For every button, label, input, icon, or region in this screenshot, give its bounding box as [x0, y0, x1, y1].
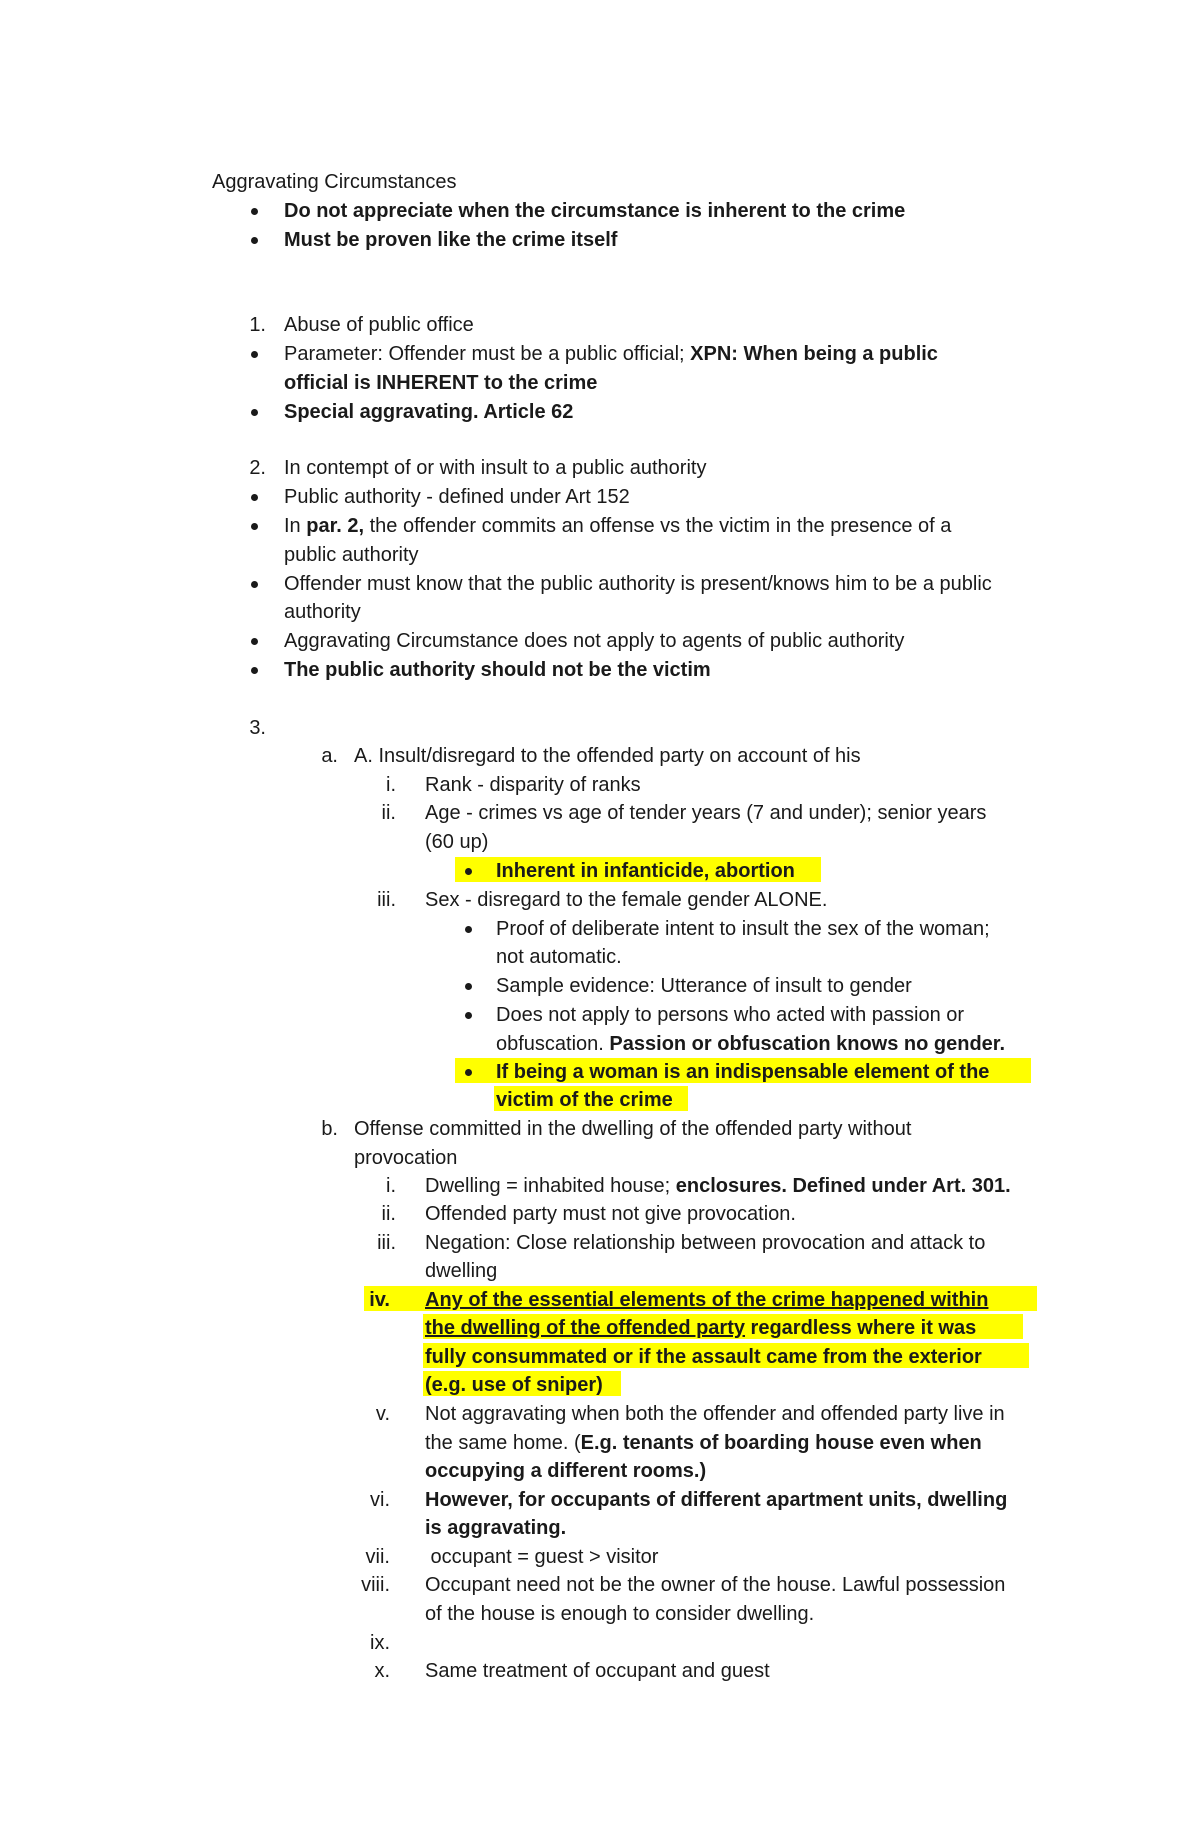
- item-b-viii-text: Occupant need not be the owner of the house. Lawful possession: [425, 1574, 1006, 1596]
- bullet-dot: [465, 868, 472, 875]
- item-b-i-label: i.: [386, 1175, 396, 1197]
- item-a-iii-text: Sex - disregard to the female gender ALONE.: [425, 889, 828, 911]
- item-b-vi-label: vi.: [370, 1489, 390, 1511]
- bullet-dot: [251, 409, 258, 416]
- section-2-bullet-1: Public authority - defined under Art 152: [284, 486, 630, 508]
- item-b-iv-text-cont-3: (e.g. use of sniper): [425, 1374, 603, 1396]
- item-a-iii-bullet-4-cont: victim of the crime: [496, 1089, 673, 1111]
- item-b-i-text: Dwelling = inhabited house; enclosures. Defined under Art. 301.: [425, 1175, 1011, 1197]
- bullet-dot: [465, 926, 472, 933]
- item-b-text: Offense committed in the dwelling of the offended party without: [354, 1118, 912, 1140]
- section-3-number: 3.: [249, 717, 266, 739]
- intro-bullet-1: Do not appreciate when the circumstance is inherent to the crime: [284, 200, 906, 222]
- item-a-ii-bullet: Inherent in infanticide, abortion: [496, 860, 795, 882]
- item-b-iii-text-cont: dwelling: [425, 1260, 498, 1282]
- item-b-iv-text-cont-2: fully consummated or if the assault came from the exterior: [425, 1346, 982, 1368]
- item-a-i-label: i.: [386, 774, 396, 796]
- section-2-heading: In contempt of or with insult to a public authority: [284, 457, 707, 479]
- page-title: Aggravating Circumstances: [212, 171, 457, 193]
- item-a-iii-bullet-2: Sample evidence: Utterance of insult to gender: [496, 975, 912, 997]
- bullet-dot: [251, 667, 258, 674]
- item-b-v-text-cont: the same home. (E.g. tenants of boarding house even when: [425, 1432, 982, 1454]
- item-a-ii-text-cont: (60 up): [425, 831, 489, 853]
- bullet-dot: [251, 638, 258, 645]
- item-b-iii-label: iii.: [377, 1232, 396, 1254]
- item-a-ii-label: ii.: [381, 802, 396, 824]
- item-b-vi-text: However, for occupants of different apartment units, dwelling: [425, 1489, 1008, 1511]
- section-2-bullet-2-cont: public authority: [284, 544, 419, 566]
- item-b-vii-text: occupant = guest > visitor: [425, 1546, 659, 1568]
- item-b-iv-text: Any of the essential elements of the crime happened within: [425, 1289, 989, 1311]
- section-1-bullet-1-cont: official is INHERENT to the crime: [284, 372, 598, 394]
- item-b-iv-text-cont: the dwelling of the offended party regardless where it was: [425, 1317, 977, 1339]
- section-1-bullet-1: Parameter: Offender must be a public official; XPN: When being a public: [284, 343, 938, 365]
- section-2-number: 2.: [249, 457, 266, 479]
- item-b-v-label: v.: [375, 1403, 390, 1425]
- item-a-iii-bullet-4: If being a woman is an indispensable element of the: [496, 1061, 990, 1083]
- item-a-iii-bullet-1: Proof of deliberate intent to insult the sex of the woman;: [496, 918, 990, 940]
- item-b-ix-label: ix.: [370, 1632, 390, 1654]
- section-1-heading: Abuse of public office: [284, 314, 474, 336]
- section-1-number: 1.: [249, 314, 266, 336]
- item-b-label: b.: [321, 1118, 338, 1140]
- item-a-iii-bullet-3: Does not apply to persons who acted with passion or: [496, 1004, 965, 1026]
- intro-bullet-2: Must be proven like the crime itself: [284, 229, 618, 251]
- item-a-iii-bullet-3-cont: obfuscation. Passion or obfuscation knows no gender.: [496, 1033, 1006, 1055]
- item-b-vii-label: vii.: [365, 1546, 390, 1568]
- item-b-iii-text: Negation: Close relationship between provocation and attack to: [425, 1232, 986, 1254]
- bullet-dot: [251, 208, 258, 215]
- bullet-dot: [465, 983, 472, 990]
- item-a-ii-text: Age - crimes vs age of tender years (7 and under); senior years: [425, 802, 987, 824]
- item-b-viii-label: viii.: [361, 1574, 390, 1596]
- section-2-bullet-3: Offender must know that the public authority is present/knows him to be a public: [284, 573, 992, 595]
- item-a-text: A. Insult/disregard to the offended party on account of his: [354, 745, 861, 767]
- bullet-dot: [251, 237, 258, 244]
- bullet-dot: [465, 1012, 472, 1019]
- item-b-v-text-cont-2: occupying a different rooms.): [425, 1460, 707, 1482]
- item-b-x-text: Same treatment of occupant and guest: [425, 1660, 770, 1682]
- section-2-bullet-2: In par. 2, the offender commits an offense vs the victim in the presence of a: [284, 515, 952, 537]
- item-b-ii-text: Offended party must not give provocation.: [425, 1203, 796, 1225]
- item-a-label: a.: [321, 745, 338, 767]
- section-1-bullet-2: Special aggravating. Article 62: [284, 401, 574, 423]
- section-2-bullet-5: The public authority should not be the victim: [284, 659, 711, 681]
- section-2-bullet-4: Aggravating Circumstance does not apply to agents of public authority: [284, 630, 905, 652]
- item-b-iv-label: iv.: [369, 1289, 390, 1311]
- item-b-viii-text-cont: of the house is enough to consider dwelling.: [425, 1603, 815, 1625]
- item-b-ii-label: ii.: [381, 1203, 396, 1225]
- item-b-x-label: x.: [374, 1660, 390, 1682]
- section-2-bullet-3-cont: authority: [284, 601, 361, 623]
- item-a-iii-label: iii.: [377, 889, 396, 911]
- bullet-dot: [465, 1069, 472, 1076]
- bullet-dot: [251, 494, 258, 501]
- bullet-dot: [251, 581, 258, 588]
- item-b-text-cont: provocation: [354, 1147, 458, 1169]
- item-a-iii-bullet-1-cont: not automatic.: [496, 946, 622, 968]
- bullet-dot: [251, 523, 258, 530]
- item-b-vi-text-cont: is aggravating.: [425, 1517, 567, 1539]
- item-a-i-text: Rank - disparity of ranks: [425, 774, 641, 796]
- bullet-dot: [251, 351, 258, 358]
- item-b-v-text: Not aggravating when both the offender and offended party live in: [425, 1403, 1005, 1425]
